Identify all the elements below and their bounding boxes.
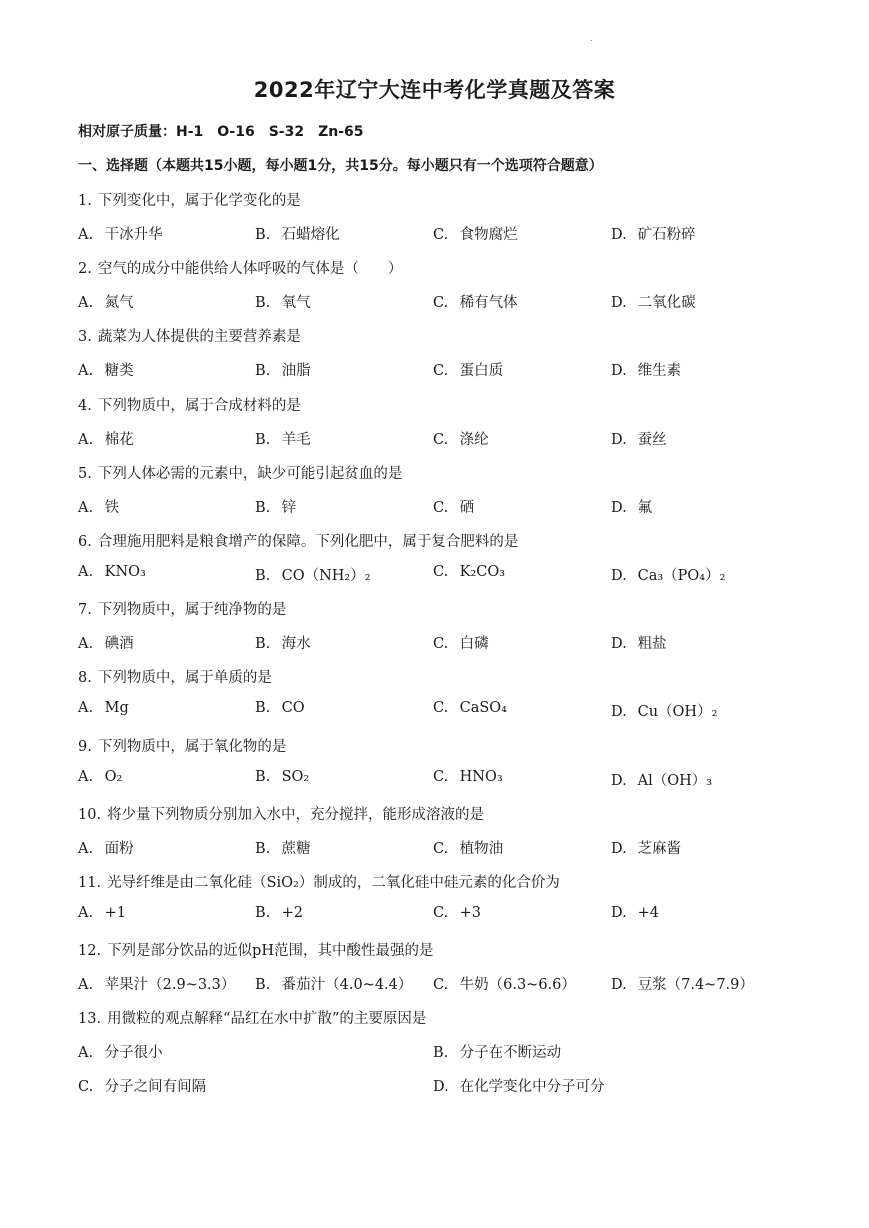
answer-option [433,973,576,994]
option-text: 分子之间有间隔 [104,1079,207,1096]
option-text: SO₂ [281,768,310,785]
option-text: 蛋白质 [459,363,504,380]
question-text: 蔬菜为人体提供的主要营养素是 [97,329,301,346]
answer-option [78,769,122,785]
option-letter: A. [78,1045,94,1062]
option-letter: D. [611,977,627,994]
option-letter: A. [78,636,94,653]
question-number: 3. [78,329,92,346]
question-text: 下列是部分饮品的近似pH范围，其中酸性最强的是 [107,943,434,960]
option-letter: D. [611,363,627,380]
option-letter: A. [78,840,94,857]
option-letter: B. [255,700,271,717]
answer-option [255,632,311,653]
answer-option [78,428,134,449]
option-text: +4 [637,905,659,921]
option-text: KNO₃ [104,564,146,580]
answer-option [255,359,311,380]
option-letter: B. [255,227,271,243]
option-text: 芝麻酱 [637,840,682,857]
answer-option [433,564,505,580]
question-stem [78,257,402,278]
option-text: 豆浆（7.4~7.9） [637,977,754,994]
option-letter: A. [78,295,94,312]
answer-option [255,905,303,921]
question-stem [78,189,301,210]
option-letter: C. [433,363,449,380]
option-letter: C. [433,431,449,448]
option-letter: D. [611,772,627,789]
option-letter: B. [433,1045,449,1062]
option-letter: D. [611,905,627,921]
question-text: 空气的成分中能供给人体呼吸的气体是（ ） [97,261,403,278]
option-text: 蚕丝 [637,431,667,448]
option-text: 氟 [637,499,653,516]
option-letter: D. [611,840,627,857]
option-letter: A. [78,977,94,994]
answer-option [433,700,507,716]
option-letter: B. [255,636,271,653]
answer-option [433,1041,561,1062]
option-letter: B. [255,431,271,448]
option-letter: A. [78,905,94,921]
option-letter: D. [611,568,627,584]
option-text: Ca₃（PO₄）₂ [637,568,726,584]
question-stem [78,871,560,892]
option-text: 糖类 [104,363,134,380]
answer-option [611,837,681,858]
option-text: 棉花 [104,431,134,448]
option-letter: D. [611,431,627,448]
question-stem [78,735,286,756]
question-number: 11. [78,875,102,891]
answer-option [433,291,518,312]
atomic-mass-line: 相对原子质量：H-1 O-16 S-32 Zn-65 [78,124,364,140]
question-stem [78,394,301,415]
option-text: 油脂 [281,363,311,380]
header-mark: . [590,34,593,43]
answer-option [255,973,412,994]
question-number: 9. [78,738,92,755]
answer-option [611,973,754,994]
option-letter: C. [433,700,449,717]
option-letter: A. [78,363,94,380]
option-letter: B. [255,499,271,516]
option-letter: A. [78,431,94,448]
option-letter: D. [611,295,627,312]
option-letter: B. [255,568,271,584]
option-letter: B. [255,905,271,921]
option-text: 碘酒 [104,636,134,653]
answer-option [78,700,129,716]
option-text: +1 [104,905,126,921]
answer-option [611,359,681,380]
option-text: HNO₃ [459,768,503,785]
answer-option [433,1075,605,1096]
question-stem [78,530,518,551]
answer-option [611,496,652,517]
answer-option [255,837,311,858]
option-text: 分子在不断运动 [459,1045,562,1062]
option-letter: B. [255,768,271,785]
answer-option [255,564,371,585]
option-text: 氧气 [281,295,311,312]
option-text: 粗盐 [637,636,667,653]
option-letter: D. [433,1079,449,1096]
question-stem [78,325,301,346]
answer-option [433,223,518,244]
option-letter: C. [433,295,449,312]
option-letter: B. [255,977,271,994]
option-text: CO [281,700,305,717]
option-letter: D. [611,636,627,653]
option-text: 牛奶（6.3~6.6） [459,977,576,994]
question-text: 下列物质中，属于纯净物的是 [97,602,287,619]
answer-option [433,428,489,449]
option-letter: B. [255,363,271,380]
option-text: 石蜡熔化 [281,227,340,243]
question-text: 下列物质中，属于合成材料的是 [97,397,301,414]
answer-option [611,428,667,449]
option-text: 氮气 [104,295,134,312]
option-text: 维生素 [637,363,682,380]
option-text: +2 [281,905,303,921]
answer-option [78,223,163,244]
section-heading: 一、选择题（本题共15小题，每小题1分，共15分。每小题只有一个选项符合题意） [78,158,603,174]
answer-option [78,564,146,580]
option-letter: C. [433,977,449,994]
option-letter: C. [433,768,449,785]
option-text: 矿石粉碎 [637,227,696,243]
question-text: 合理施用肥料是粮食增产的保障。下列化肥中，属于复合肥料的是 [97,534,519,550]
option-text: 番茄汁（4.0~4.4） [281,977,413,994]
option-text: 白磷 [459,636,489,653]
page-title: 2022年辽宁大连中考化学真题及答案 [253,78,616,102]
option-letter: C. [433,564,449,580]
option-text: 干冰升华 [104,227,163,243]
question-text: 光导纤维是由二氧化硅（SiO₂）制成的，二氧化硅中硅元素的化合价为 [107,875,560,891]
answer-option [78,1041,163,1062]
answer-option [255,496,296,517]
option-text: 食物腐烂 [459,227,518,243]
option-text: O₂ [104,768,123,785]
answer-option [611,700,717,721]
option-text: 苹果汁（2.9~3.3） [104,977,236,994]
question-text: 将少量下列物质分别加入水中，充分搅拌，能形成溶液的是 [107,806,485,823]
option-text: 涤纶 [459,431,489,448]
answer-option [78,496,119,517]
option-letter: D. [611,704,627,721]
option-letter: C. [433,499,449,516]
answer-option [433,359,503,380]
question-number: 6. [78,534,92,550]
option-text: Mg [104,700,129,717]
question-text: 下列变化中，属于化学变化的是 [97,193,301,209]
option-text: 二氧化碳 [637,295,696,312]
option-letter: C. [78,1079,94,1096]
option-text: K₂CO₃ [459,564,506,580]
option-text: 铁 [104,499,120,516]
question-number: 5. [78,465,92,482]
answer-option [255,769,309,785]
question-number: 4. [78,397,92,414]
answer-option [611,905,659,921]
option-text: CO（NH₂）₂ [281,568,371,584]
answer-option [433,496,474,517]
option-letter: A. [78,768,94,785]
answer-option [611,223,696,244]
answer-option [255,291,311,312]
option-text: 稀有气体 [459,295,518,312]
option-text: 面粉 [104,840,134,857]
question-text: 下列物质中，属于单质的是 [97,670,272,687]
option-text: 锌 [281,499,297,516]
answer-option [78,632,134,653]
question-stem [78,939,434,960]
answer-option [78,359,134,380]
answer-option [433,905,481,921]
option-letter: B. [255,295,271,312]
option-letter: D. [611,227,627,243]
answer-option [255,700,305,716]
question-text: 用微粒的观点解释“品红在水中扩散”的主要原因是 [107,1011,427,1028]
answer-option [78,1075,206,1096]
answer-option [78,291,134,312]
answer-option [611,632,667,653]
option-text: CaSO₄ [459,700,507,717]
question-number: 10. [78,806,102,823]
option-text: +3 [459,905,481,921]
answer-option [611,769,712,790]
answer-option [78,973,235,994]
option-letter: A. [78,700,94,717]
answer-option [78,905,126,921]
option-text: 植物油 [459,840,504,857]
option-text: 硒 [459,499,475,516]
option-text: 分子很小 [104,1045,163,1062]
question-number: 1. [78,193,92,209]
question-stem [78,803,484,824]
option-text: 羊毛 [281,431,311,448]
question-number: 13. [78,1011,102,1028]
question-number: 7. [78,602,92,619]
option-letter: D. [611,499,627,516]
question-stem [78,462,402,483]
option-text: Al（OH）₃ [637,772,713,789]
question-text: 下列物质中，属于氧化物的是 [97,738,287,755]
option-text: 海水 [281,636,311,653]
option-letter: B. [255,840,271,857]
answer-option [255,223,340,244]
question-number: 8. [78,670,92,687]
question-text: 下列人体必需的元素中，缺少可能引起贫血的是 [97,465,403,482]
option-letter: C. [433,636,449,653]
answer-option [255,428,311,449]
answer-option [611,291,696,312]
answer-option [433,632,489,653]
option-text: 蔗糖 [281,840,311,857]
answer-option [433,769,503,785]
answer-option [611,564,725,585]
option-letter: A. [78,227,94,243]
question-stem [78,1007,426,1028]
answer-option [433,837,503,858]
option-text: Cu（OH）₂ [637,704,718,721]
option-letter: C. [433,840,449,857]
option-text: 在化学变化中分子可分 [459,1079,605,1096]
question-number: 2. [78,261,92,278]
question-stem [78,598,286,619]
option-letter: C. [433,227,449,243]
option-letter: A. [78,564,94,580]
option-letter: C. [433,905,449,921]
option-letter: A. [78,499,94,516]
question-number: 12. [78,943,102,960]
question-stem [78,666,272,687]
answer-option [78,837,134,858]
